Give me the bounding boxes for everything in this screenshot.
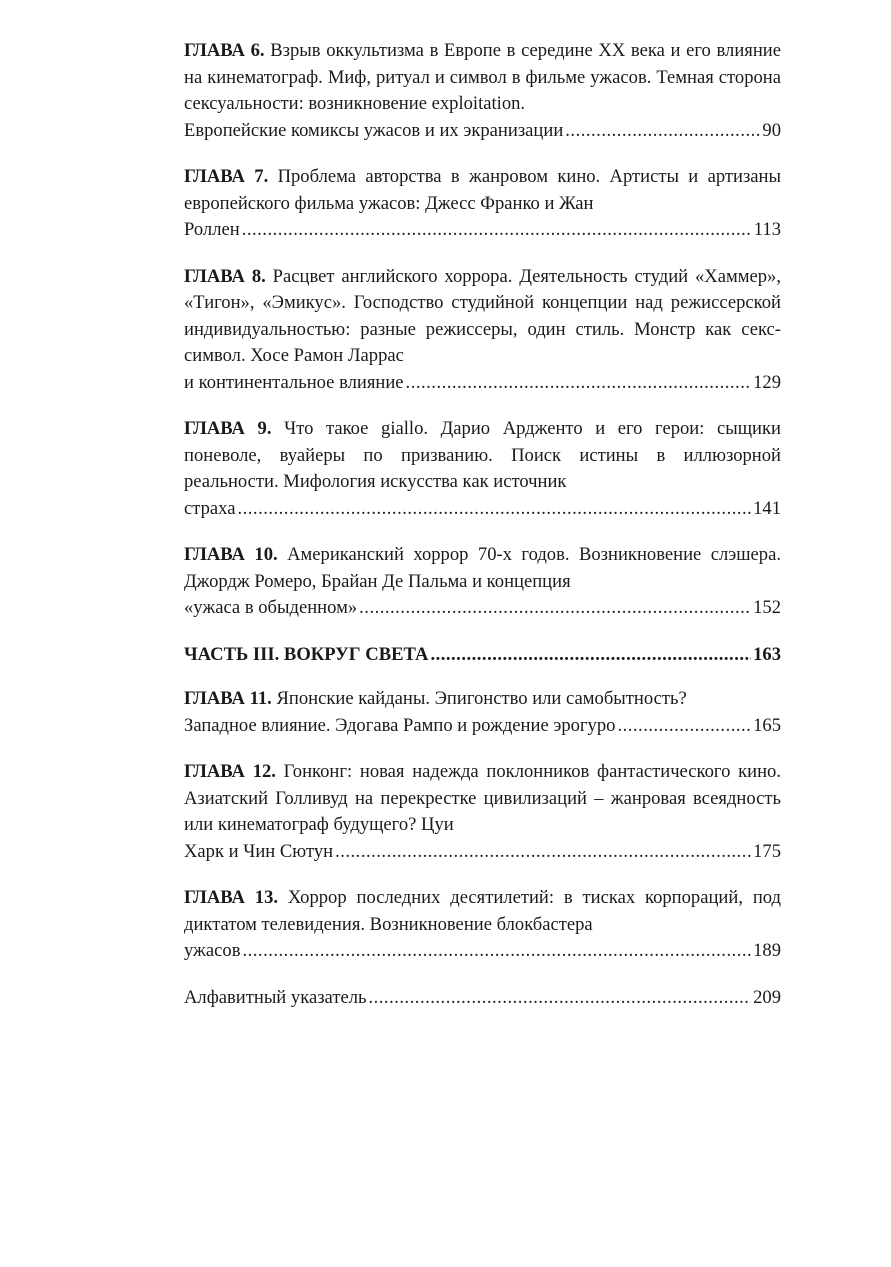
toc-entry-chapter-12[interactable] (184, 759, 781, 865)
chapter-description-end: Европейские комиксы ужасов и их экранизации (184, 119, 564, 141)
chapter-label: ГЛАВА 13. (184, 887, 279, 908)
toc-leader-line (184, 595, 781, 622)
chapter-description: Японские кайданы. Эпигонство или самобытность? (271, 688, 687, 709)
dot-leader (242, 938, 751, 965)
chapter-description-end: ужасов (184, 940, 241, 961)
page-number: 113 (753, 219, 781, 240)
toc-leader-line (184, 839, 781, 866)
chapter-label: ГЛАВА 8. (184, 265, 266, 287)
chapter-description: Гонконг: новая надежда поклонников фантастического кино. Азиатский Голливуд на перекрестке цивилизаций – жанровая всеядность или кинематограф будущего? Цуи (184, 761, 781, 835)
toc-leader-line (184, 713, 781, 740)
dot-leader (430, 642, 751, 669)
chapter-description: Что такое giallo. Дарио Ардженто и его герои: сыщики поневоле, вуайеры по призванию. Поиск истины в иллюзорной реальности. Мифология искусства как источник (184, 418, 781, 492)
toc-leader-line (184, 370, 781, 397)
dot-leader (617, 713, 751, 740)
chapter-description: Американский хоррор 70-х годов. Возникновение слэшера. Джордж Ромеро, Брайан Де Пальма и концепция (184, 544, 781, 592)
chapter-description-end: и континентальное влияние (184, 371, 404, 393)
page-number: 209 (753, 986, 781, 1008)
dot-leader (368, 985, 751, 1012)
page-number: 165 (753, 714, 781, 736)
dot-leader (406, 370, 752, 397)
chapter-description: Хоррор последних десятилетий: в тисках корпораций, под диктатом телевидения. Возникновение блокбастера (184, 887, 781, 935)
chapter-description-end: Западное влияние. Эдогава Рампо и рождение эрогуро (184, 714, 616, 736)
chapter-label: ГЛАВА 11. (184, 688, 272, 709)
chapter-description-end: «ужаса в обыденном» (184, 597, 358, 618)
chapter-description-end: Роллен (184, 219, 240, 240)
toc-entry-part-3[interactable] (184, 642, 781, 669)
chapter-description-end: Харк и Чин Сютун (184, 840, 334, 862)
toc-entry-chapter-13[interactable] (184, 885, 781, 965)
page-number: 129 (753, 371, 781, 393)
page-number: 90 (762, 119, 781, 141)
index-title: Алфавитный указатель (184, 986, 367, 1008)
part-title: ЧАСТЬ III. ВОКРУГ СВЕТА (184, 643, 429, 665)
table-of-contents (184, 38, 781, 1031)
toc-leader-line (184, 985, 781, 1012)
chapter-description: Расцвет английского хоррора. Деятельность студий «Хаммер», «Тигон», «Эмикус». Господство студийной концепции над режиссерской индивидуальностью: разные режиссеры, один стиль. Монстр как секс-символ. Хосе Рамон Ларрас (184, 265, 782, 366)
chapter-label: ГЛАВА 9. (184, 418, 272, 439)
chapter-label: ГЛАВА 12. (184, 761, 276, 782)
page-number: 141 (753, 497, 781, 519)
toc-entry-chapter-6[interactable] (184, 38, 781, 144)
dot-leader (359, 595, 751, 622)
dot-leader (335, 839, 751, 866)
page-number: 175 (753, 840, 781, 862)
toc-entry-index[interactable] (184, 985, 781, 1012)
toc-leader-line (184, 642, 781, 669)
toc-leader-line (184, 118, 781, 145)
page-number: 163 (753, 643, 781, 665)
toc-entry-chapter-11[interactable] (184, 686, 781, 739)
toc-entry-chapter-7[interactable] (184, 164, 781, 244)
chapter-description-end: страха (184, 497, 236, 519)
toc-entry-chapter-8[interactable] (184, 264, 781, 397)
toc-leader-line (184, 217, 781, 244)
dot-leader (237, 496, 751, 523)
toc-entry-chapter-9[interactable] (184, 416, 781, 522)
dot-leader (242, 217, 752, 244)
chapter-description: Взрыв оккультизма в Европе в середине XX века и его влияние на кинематограф. Миф, ритуал и символ в фильме ужасов. Темная сторона сексуальности: возникновение exploitation. (184, 40, 781, 114)
page-number: 189 (753, 940, 781, 961)
chapter-label: ГЛАВА 7. (184, 166, 269, 187)
toc-entry-chapter-10[interactable] (184, 542, 781, 622)
chapter-label: ГЛАВА 6. (184, 40, 265, 61)
toc-leader-line (184, 496, 781, 523)
toc-leader-line (184, 938, 781, 965)
page-number: 152 (753, 597, 781, 618)
chapter-description: Проблема авторства в жанровом кино. Артисты и артизаны европейского фильма ужасов: Джесс Франко и Жан (184, 166, 781, 214)
dot-leader (565, 118, 760, 145)
chapter-label: ГЛАВА 10. (184, 544, 278, 565)
